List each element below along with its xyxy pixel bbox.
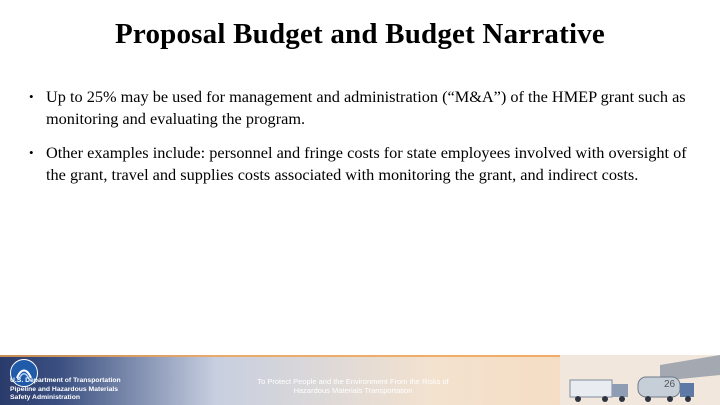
bullet-text: Other examples include: personnel and fringe costs for state employees involved with oversight of the grant, travel and supplies costs associated with monitoring the grant, and indirect costs. xyxy=(46,143,687,184)
mission-line-1: To Protect People and the Environment From the Risks of xyxy=(257,377,449,386)
bullet-icon: • xyxy=(29,89,34,104)
mission-line-2: Hazardous Materials Transportation xyxy=(293,386,413,395)
slide-title: Proposal Budget and Budget Narrative xyxy=(114,18,606,50)
agency-line-3: Safety Administration xyxy=(10,394,80,401)
trucks-and-pipeline-illustration xyxy=(560,355,720,405)
page-number: 26 xyxy=(664,379,676,390)
mission-statement xyxy=(228,377,478,395)
footer-banner xyxy=(0,355,720,405)
bullet-list xyxy=(24,86,704,198)
bullet-text: Up to 25% may be used for management and administration (“M&A”) of the HMEP grant such as monitoring and evaluating the program. xyxy=(46,87,686,128)
agency-line-1: U.S. Department of Transportation xyxy=(10,377,121,384)
bullet-item xyxy=(24,86,704,129)
agency-name xyxy=(10,377,121,403)
bullet-item xyxy=(24,142,704,185)
agency-line-2: Pipeline and Hazardous Materials xyxy=(10,385,119,393)
bullet-icon: • xyxy=(29,145,34,160)
